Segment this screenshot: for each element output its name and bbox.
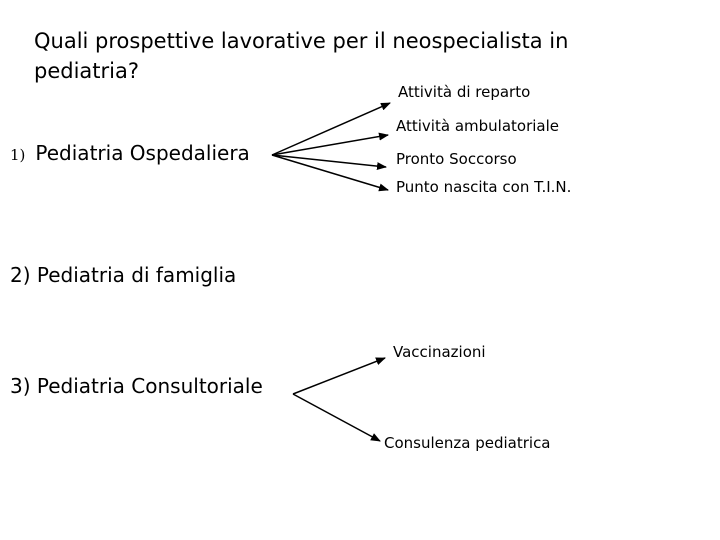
arrow-to-attivita-ambulatoriale bbox=[272, 135, 388, 155]
branch-consulenza-pediatrica: Consulenza pediatrica bbox=[384, 434, 551, 452]
branch-attivita-reparto: Attività di reparto bbox=[398, 83, 531, 101]
item-number: 1) bbox=[10, 146, 26, 164]
arrow-to-punto-nascita bbox=[272, 155, 388, 190]
arrow-to-pronto-soccorso bbox=[272, 155, 386, 167]
branch-attivita-ambulatoriale: Attività ambulatoriale bbox=[396, 117, 559, 135]
branch-punto-nascita: Punto nascita con T.I.N. bbox=[396, 178, 572, 196]
item-label: Pediatria di famiglia bbox=[36, 263, 237, 287]
arrow-to-attivita-reparto bbox=[272, 103, 390, 155]
branch-vaccinazioni: Vaccinazioni bbox=[393, 343, 486, 361]
slide-title: Quali prospettive lavorative per il neospecialista in pediatria? bbox=[34, 29, 569, 83]
arrow-to-consulenza bbox=[293, 394, 380, 441]
branch-pronto-soccorso: Pronto Soccorso bbox=[396, 150, 517, 168]
item-number: 2) bbox=[10, 263, 31, 287]
item-label: Pediatria Ospedaliera bbox=[35, 141, 250, 165]
item-label: Pediatria Consultoriale bbox=[36, 374, 263, 398]
arrow-to-vaccinazioni bbox=[293, 358, 385, 394]
item-number: 3) bbox=[10, 374, 31, 398]
